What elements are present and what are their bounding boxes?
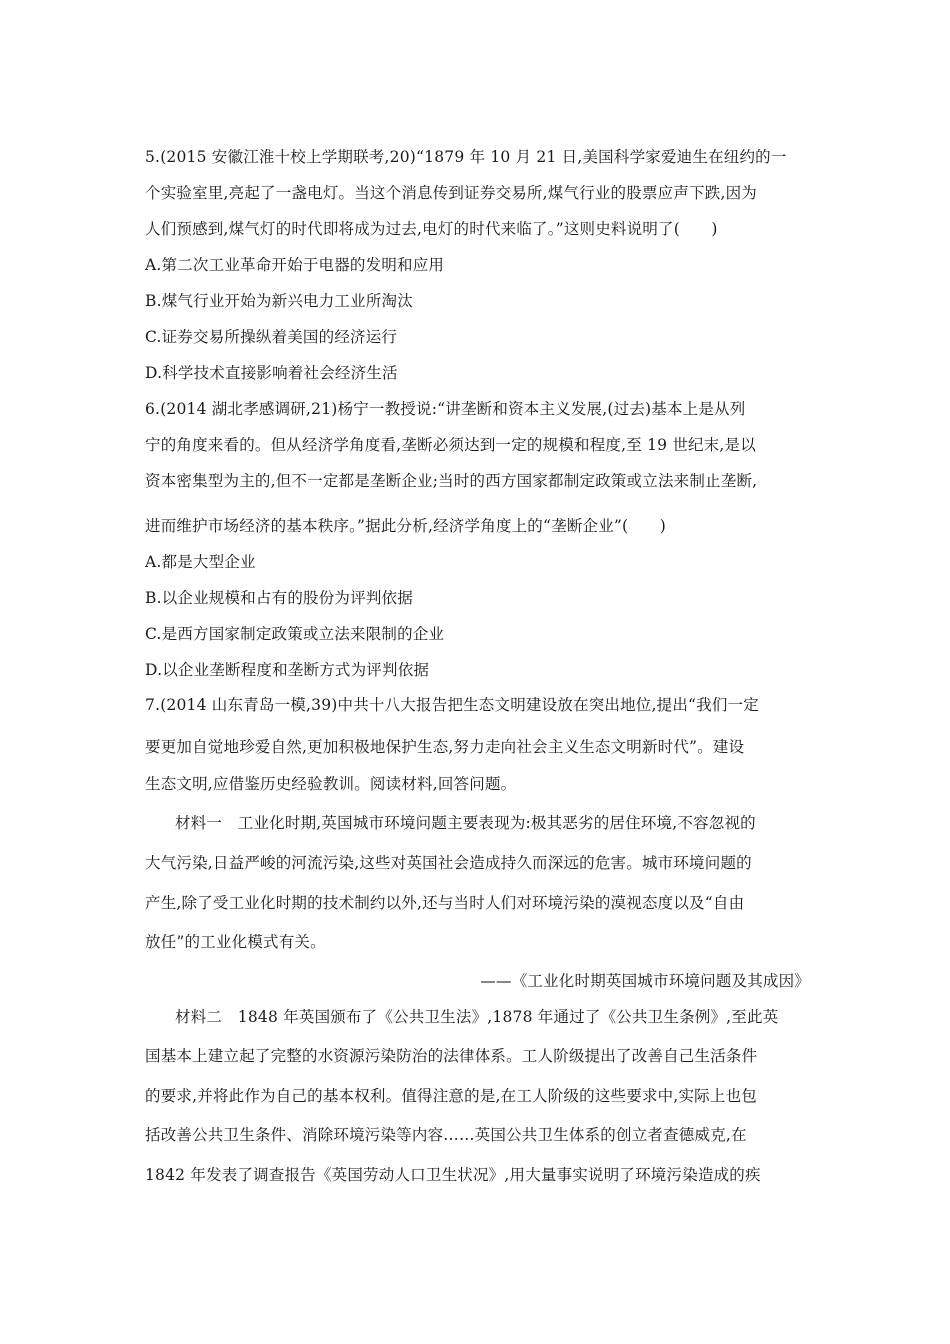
q6-stem-line: 宁的角度来看的。但从经济学角度看,垄断必须达到一定的规模和程度,至 19 世纪末,是以 bbox=[145, 436, 756, 454]
q5-stem-line: 个实验室里,亮起了一盏电灯。当这个消息传到证券交易所,煤气行业的股票应声下跌,因为 bbox=[145, 184, 757, 202]
material2-line: 的要求,并将此作为自己的基本权利。值得注意的是,在工人阶级的这些要求中,实际上也包 bbox=[145, 1087, 757, 1105]
material2-line: 括改善公共卫生条件、消除环境污染等内容……英国公共卫生体系的创立者查德威克,在 bbox=[145, 1126, 747, 1144]
material2-line: 材料二 1848 年英国颁布了《公共卫生法》,1878 年通过了《公共卫生条例》,至此英 bbox=[175, 1008, 779, 1026]
q6-stem-line: 进而维护市场经济的基本秩序。”据此分析,经济学角度上的“垄断企业”( ) bbox=[145, 517, 666, 535]
q6-option-d: D.以企业垄断程度和垄断方式为评判依据 bbox=[145, 661, 430, 679]
q6-option-c: C.是西方国家制定政策或立法来限制的企业 bbox=[145, 625, 445, 643]
material1-line: 材料一 工业化时期,英国城市环境问题主要表现为:极其恶劣的居住环境,不容忽视的 bbox=[175, 814, 756, 832]
material1-line: 大气污染,日益严峻的河流污染,这些对英国社会造成持久而深远的危害。城市环境问题的 bbox=[145, 854, 752, 872]
q7-stem-line: 7.(2014 山东青岛一模,39)中共十八大报告把生态文明建设放在突出地位,提出“我们一定 bbox=[145, 696, 759, 714]
material2-line: 1842 年发表了调查报告《英国劳动人口卫生状况》,用大量事实说明了环境污染造成的疾 bbox=[145, 1166, 761, 1184]
q6-stem-line: 6.(2014 湖北孝感调研,21)杨宁一教授说:“讲垄断和资本主义发展,(过去)基本上是从列 bbox=[145, 400, 746, 418]
material1-line: 放任”的工业化模式有关。 bbox=[145, 933, 326, 951]
q5-option-b: B.煤气行业开始为新兴电力工业所淘汰 bbox=[145, 292, 413, 310]
q6-stem-line: 资本密集型为主的,但不一定都是垄断企业;当时的西方国家都制定政策或立法来制止垄断, bbox=[145, 472, 758, 490]
q5-stem-line: 人们预感到,煤气灯的时代即将成为过去,电灯的时代来临了。”这则史料说明了( ) bbox=[145, 220, 718, 238]
q7-stem-line: 生态文明,应借鉴历史经验教训。阅读材料,回答问题。 bbox=[145, 775, 517, 793]
q5-stem-line: 5.(2015 安徽江淮十校上学期联考,20)“1879 年 10 月 21 日,美国科学家爱迪生在纽约的一 bbox=[145, 148, 787, 166]
q6-option-a: A.都是大型企业 bbox=[145, 553, 256, 571]
material2-line: 国基本上建立起了完整的水资源污染防治的法律体系。工人阶级提出了改善自己生活条件 bbox=[145, 1047, 758, 1065]
q5-option-c: C.证券交易所操纵着美国的经济运行 bbox=[145, 328, 398, 346]
q5-option-d: D.科学技术直接影响着社会经济生活 bbox=[145, 364, 398, 382]
material1-source: ——《工业化时期英国城市环境问题及其成因》 bbox=[480, 972, 810, 990]
material1-line: 产生,除了受工业化时期的技术制约以外,还与当时人们对环境污染的漠视态度以及“自由 bbox=[145, 894, 745, 912]
q7-stem-line: 要更加自觉地珍爱自然,更加积极地保护生态,努力走向社会主义生态文明新时代”。建设 bbox=[145, 738, 745, 756]
q6-option-b: B.以企业规模和占有的股份为评判依据 bbox=[145, 589, 413, 607]
q5-option-a: A.第二次工业革命开始于电器的发明和应用 bbox=[145, 256, 445, 274]
